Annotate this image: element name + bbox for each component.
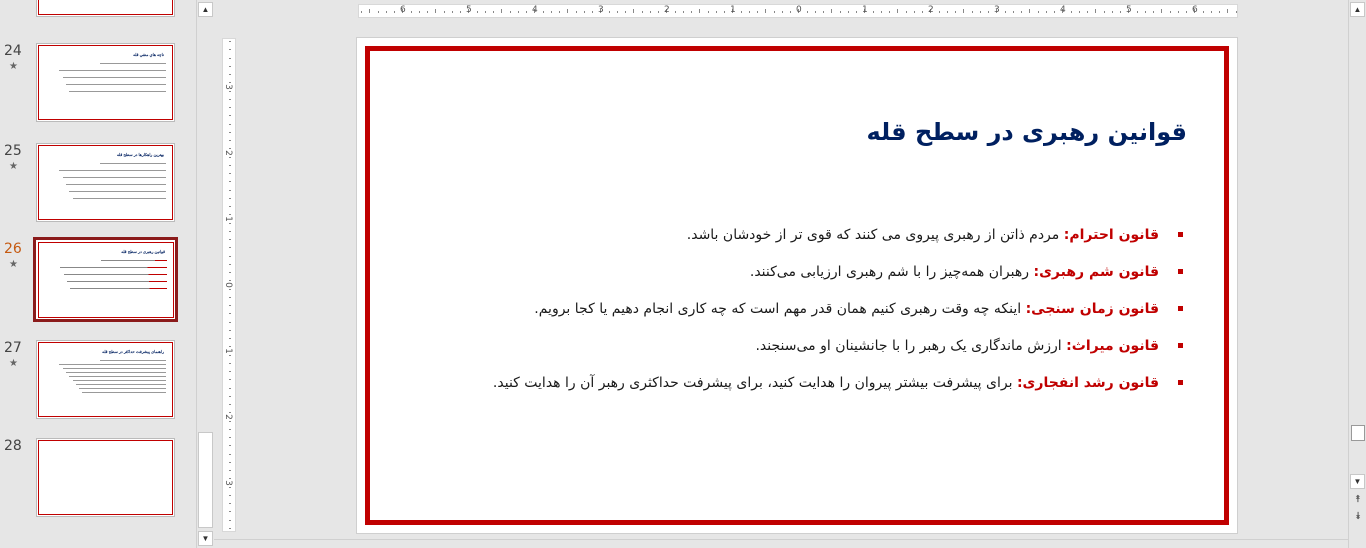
ruler-tick: [609, 11, 610, 13]
ruler-tick: [229, 454, 231, 455]
thumbnail-text-lines: [56, 63, 166, 98]
thumbnail-title: راهنمای پیشرفت حداکثر در سطح قله: [102, 349, 164, 354]
ruler-tick: [873, 11, 874, 13]
thumbnail-text-line: [76, 384, 166, 385]
ruler-tick: [229, 470, 231, 471]
ruler-tick: [229, 297, 231, 298]
previous-slide-icon[interactable]: ⯭: [1355, 494, 1361, 505]
ruler-tick: [1095, 9, 1096, 13]
thumbnail-text-line: [69, 376, 166, 377]
ruler-label: 3: [222, 84, 233, 90]
ruler-tick: [229, 157, 231, 158]
thumbnail-title: قوانین رهبری در سطح قله: [121, 249, 165, 254]
ruler-tick: [229, 256, 231, 257]
ruler-tick: [229, 305, 231, 306]
ruler-tick: [229, 355, 231, 356]
ruler-tick: [551, 11, 552, 13]
ruler-tick: [229, 412, 231, 413]
thumbnail-text-lines: [57, 260, 167, 295]
ruler-tick: [683, 11, 684, 13]
ruler-tick: [1112, 11, 1113, 13]
ruler-label: 1: [730, 5, 736, 15]
ruler-tick: [642, 11, 643, 13]
ruler-tick: [386, 11, 387, 13]
bullet-label: قانون میراث:: [1066, 338, 1159, 354]
ruler-tick: [229, 58, 231, 59]
ruler-tick: [518, 11, 519, 13]
ruler-tick: [394, 11, 395, 13]
ruler-tick: [229, 214, 231, 215]
bullet-label: قانون احترام:: [1063, 227, 1159, 243]
ruler-tick: [501, 9, 502, 13]
ruler-tick: [1186, 11, 1187, 13]
ruler-tick: [229, 181, 231, 182]
ruler-tick: [229, 322, 231, 323]
ruler-tick: [658, 11, 659, 13]
ruler-tick: [1137, 11, 1138, 13]
ruler-tick: [229, 437, 231, 438]
bullet-text: برای پیشرفت بیشتر پیروان را هدایت کنید، برای پیشرفت حداکثری رهبر آن را هدایت کنید.: [492, 375, 1017, 391]
ruler-tick: [229, 140, 231, 141]
ruler-tick: [510, 11, 511, 13]
ruler-tick: [708, 11, 709, 13]
ruler-tick: [229, 239, 231, 240]
square-bullet-icon: [1178, 343, 1183, 348]
ruler-tick: [741, 11, 742, 13]
scrollbar-thumb[interactable]: [198, 432, 213, 528]
horizontal-scroll-strip: [214, 539, 1348, 548]
bullet-label: قانون زمان سنجی:: [1025, 301, 1159, 317]
ruler-tick: [1071, 11, 1072, 13]
ruler-tick: [1005, 11, 1006, 13]
ruler-tick: [1104, 11, 1105, 13]
ruler-label: 1: [862, 5, 868, 15]
animation-star-icon: ★: [9, 358, 18, 369]
thumbnail-frame[interactable]: [36, 340, 175, 419]
thumbnail-text-line: [66, 372, 166, 373]
ruler-tick: [229, 528, 231, 529]
thumbnail-frame[interactable]: [36, 438, 175, 517]
thumbnail-text-line: [101, 260, 167, 261]
slide-canvas[interactable]: [356, 37, 1238, 534]
ruler-tick: [1038, 11, 1039, 13]
ruler-tick: [584, 11, 585, 13]
ruler-tick: [897, 9, 898, 13]
ruler-tick: [1170, 11, 1171, 13]
thumbnail-text-line: [59, 70, 166, 71]
ruler-tick: [1203, 11, 1204, 13]
ruler-tick: [947, 11, 948, 13]
ruler-tick: [229, 206, 231, 207]
ruler-tick: [823, 11, 824, 13]
ruler-tick: [229, 173, 231, 174]
ruler-tick: [1211, 11, 1212, 13]
ruler-tick: [435, 9, 436, 13]
square-bullet-icon: [1178, 380, 1183, 385]
ruler-label: 1: [222, 348, 233, 354]
slide-thumbnail-26[interactable]: [0, 241, 196, 331]
slide-edit-area[interactable]: [216, 0, 1346, 548]
ruler-tick: [229, 165, 231, 166]
thumbnail-text-line: [64, 274, 167, 275]
ruler-tick: [229, 445, 231, 446]
bullet-text: ارزش ماندگاری یک رهبر را با جانشینان او می‌سنجند.: [755, 338, 1067, 354]
ruler-tick: [881, 11, 882, 13]
ruler-label: 2: [222, 414, 233, 420]
thumbnail-text-line: [66, 184, 166, 185]
ruler-tick: [1145, 11, 1146, 13]
slide-thumbnail-28[interactable]: [0, 438, 196, 528]
ruler-tick: [229, 41, 231, 42]
ruler-tick: [567, 9, 568, 13]
ruler-tick: [229, 495, 231, 496]
ruler-tick: [856, 11, 857, 13]
ruler-tick: [460, 11, 461, 13]
bullet-item[interactable]: [365, 371, 1185, 408]
ruler-tick: [229, 91, 231, 92]
ruler-tick: [757, 11, 758, 13]
ruler-tick: [848, 11, 849, 13]
ruler-label: 3: [222, 480, 233, 486]
ruler-tick: [452, 11, 453, 13]
ruler-tick: [543, 11, 544, 13]
thumbnail-title: بهترین راهکارها در سطح قله: [116, 152, 164, 157]
ruler-tick: [906, 11, 907, 13]
bullet-text: مردم ذاتن از رهبری پیروی می کنند که قوی تر از خودشان باشد.: [686, 227, 1064, 243]
ruler-tick: [229, 330, 231, 331]
thumbnail-frame[interactable]: [36, 143, 175, 222]
ruler-tick: [229, 124, 231, 125]
animation-star-icon: ★: [9, 61, 18, 72]
ruler-tick: [229, 99, 231, 100]
thumbnail-text-line: [82, 392, 166, 393]
ruler-tick: [229, 82, 231, 83]
ruler-tick: [807, 11, 808, 13]
ruler-tick: [229, 115, 231, 116]
thumbnail-text-line: [73, 198, 167, 199]
thumbnail-text-lines: [56, 360, 166, 396]
ruler-tick: [485, 11, 486, 13]
ruler-tick: [229, 396, 231, 397]
ruler-tick: [1161, 9, 1162, 13]
ruler-tick: [559, 11, 560, 13]
slide-thumbnail-25[interactable]: [0, 143, 196, 233]
ruler-tick: [675, 11, 676, 13]
ruler-tick: [1046, 11, 1047, 13]
ruler-tick: [229, 371, 231, 372]
ruler-tick: [229, 421, 231, 422]
ruler-tick: [980, 11, 981, 13]
slide-title[interactable]: قوانین رهبری در سطح قله: [866, 118, 1187, 146]
thumbnail-frame[interactable]: [33, 237, 178, 322]
ruler-tick: [1079, 11, 1080, 13]
ruler-tick: [625, 11, 626, 13]
thumbnail-slide-preview: [38, 342, 173, 417]
ruler-tick: [1227, 9, 1228, 13]
slide-number: 24: [4, 43, 22, 59]
thumbnail-text-line: [63, 368, 166, 369]
bullet-item[interactable]: [365, 334, 1185, 371]
ruler-tick: [229, 272, 231, 273]
ruler-tick: [361, 11, 362, 13]
ruler-tick: [229, 289, 231, 290]
thumbnail-text-line: [100, 360, 166, 361]
ruler-tick: [427, 11, 428, 13]
thumbnail-text-line: [59, 170, 166, 171]
slide-thumbnail-23[interactable]: [0, 0, 196, 28]
ruler-tick: [229, 520, 231, 521]
ruler-tick: [840, 11, 841, 13]
thumbnail-slide-preview: [38, 45, 173, 120]
ruler-label: 4: [1060, 5, 1066, 15]
ruler-tick: [229, 404, 231, 405]
ruler-label: 6: [400, 5, 406, 15]
ruler-tick: [229, 107, 231, 108]
thumbnail-text-lines: [56, 163, 166, 205]
ruler-tick: [1029, 9, 1030, 13]
ruler-tick: [1236, 11, 1237, 13]
ruler-tick: [972, 11, 973, 13]
ruler-tick: [229, 280, 231, 281]
ruler-label: 4: [532, 5, 538, 15]
vertical-ruler[interactable]: [222, 38, 236, 532]
ruler-tick: [229, 132, 231, 133]
scroll-down-button[interactable]: ▼: [198, 531, 213, 546]
scrollbar-thumb[interactable]: [1351, 425, 1365, 441]
square-bullet-icon: [1178, 306, 1183, 311]
ruler-label: 2: [222, 150, 233, 156]
bullet-item[interactable]: [365, 297, 1185, 334]
ruler-label: 2: [928, 5, 934, 15]
ruler-tick: [889, 11, 890, 13]
thumbnail-slide-preview: [38, 0, 173, 15]
thumbnail-slide-preview: [38, 440, 173, 515]
square-bullet-icon: [1178, 232, 1183, 237]
slide-thumbnail-24[interactable]: [0, 43, 196, 133]
thumbnail-slide-preview: [38, 242, 174, 318]
slide-number: 27: [4, 340, 22, 356]
ruler-tick: [526, 11, 527, 13]
ruler-tick: [378, 11, 379, 13]
ruler-tick: [650, 11, 651, 13]
thumbnail-text-line: [100, 63, 166, 64]
ruler-tick: [229, 49, 231, 50]
ruler-tick: [229, 478, 231, 479]
ruler-tick: [229, 74, 231, 75]
ruler-tick: [229, 247, 231, 248]
scroll-up-button[interactable]: ▲: [1350, 2, 1365, 17]
ruler-tick: [955, 11, 956, 13]
square-bullet-icon: [1178, 269, 1183, 274]
ruler-tick: [229, 198, 231, 199]
ruler-label: 0: [796, 5, 802, 15]
bullet-item[interactable]: [365, 223, 1185, 260]
ruler-tick: [444, 11, 445, 13]
next-slide-icon[interactable]: ⯯: [1355, 511, 1361, 522]
ruler-label: 6: [1192, 5, 1198, 15]
ruler-tick: [1021, 11, 1022, 13]
ruler-tick: [1013, 11, 1014, 13]
thumbnail-text-line: [67, 281, 167, 282]
bullet-text: اینکه چه وقت رهبری کنیم همان قدر مهم است که چه کاری انجام دهیم یا کجا برویم.: [534, 301, 1026, 317]
ruler-tick: [229, 231, 231, 232]
ruler-tick: [229, 313, 231, 314]
ruler-tick: [790, 11, 791, 13]
thumbnail-frame[interactable]: [36, 43, 175, 122]
ruler-tick: [229, 148, 231, 149]
ruler-tick: [749, 11, 750, 13]
ruler-label: 2: [664, 5, 670, 15]
slide-number: 28: [4, 438, 22, 454]
ruler-tick: [724, 11, 725, 13]
ruler-tick: [229, 379, 231, 380]
thumbnail-text-line: [100, 163, 166, 164]
ruler-tick: [1087, 11, 1088, 13]
ruler-tick: [1219, 11, 1220, 13]
ruler-tick: [576, 11, 577, 13]
ruler-tick: [229, 338, 231, 339]
ruler-tick: [922, 11, 923, 13]
ruler-tick: [229, 462, 231, 463]
thumbnail-text-line: [66, 84, 166, 85]
ruler-tick: [691, 11, 692, 13]
animation-star-icon: ★: [9, 161, 18, 172]
thumbnail-text-line: [60, 267, 167, 268]
thumbnail-text-line: [69, 91, 166, 92]
ruler-label: 1: [222, 216, 233, 222]
ruler-tick: [1120, 11, 1121, 13]
bullet-list[interactable]: [365, 223, 1185, 408]
ruler-tick: [1153, 11, 1154, 13]
ruler-tick: [914, 11, 915, 13]
bullet-item[interactable]: [365, 260, 1185, 297]
thumbnail-slide-preview: [38, 145, 173, 220]
ruler-tick: [229, 190, 231, 191]
ruler-tick: [419, 11, 420, 13]
ruler-tick: [229, 363, 231, 364]
scroll-down-button[interactable]: ▼: [1350, 474, 1365, 489]
slide-thumbnail-pane[interactable]: [0, 0, 196, 548]
ruler-tick: [774, 11, 775, 13]
ruler-tick: [592, 11, 593, 13]
thumbnail-title: ناچه هاي منفي قله: [133, 52, 164, 57]
ruler-tick: [815, 11, 816, 13]
ruler-tick: [699, 9, 700, 13]
ruler-tick: [229, 346, 231, 347]
ruler-label: 5: [1126, 5, 1132, 15]
ruler-label: 0: [222, 282, 233, 288]
horizontal-ruler[interactable]: [358, 4, 1238, 18]
thumbnail-scrollbar[interactable]: [196, 0, 214, 548]
thumbnail-text-line: [59, 364, 166, 365]
ruler-tick: [988, 11, 989, 13]
main-scrollbar[interactable]: [1348, 0, 1366, 548]
ruler-label: 5: [466, 5, 472, 15]
slide-number: 25: [4, 143, 22, 159]
bullet-text: رهبران همه‌چیز را با شم رهبری ارزیابی می‌کنند.: [749, 264, 1034, 280]
ruler-tick: [229, 429, 231, 430]
ruler-tick: [229, 511, 231, 512]
ruler-tick: [229, 503, 231, 504]
ruler-label: 3: [598, 5, 604, 15]
ruler-tick: [229, 264, 231, 265]
ruler-tick: [1054, 11, 1055, 13]
ruler-tick: [411, 11, 412, 13]
ruler-tick: [617, 11, 618, 13]
thumbnail-text-line: [69, 191, 166, 192]
ruler-tick: [493, 11, 494, 13]
thumbnail-text-line: [73, 380, 167, 381]
ruler-tick: [765, 9, 766, 13]
bullet-label: قانون رشد انفجاری:: [1016, 375, 1159, 391]
ruler-label: 3: [994, 5, 1000, 15]
ruler-tick: [229, 487, 231, 488]
ruler-tick: [716, 11, 717, 13]
ruler-tick: [939, 11, 940, 13]
thumbnail-text-line: [70, 288, 167, 289]
animation-star-icon: ★: [9, 259, 18, 270]
ruler-tick: [229, 223, 231, 224]
ruler-tick: [831, 9, 832, 13]
ruler-tick: [229, 66, 231, 67]
scroll-up-button[interactable]: ▲: [198, 2, 213, 17]
ruler-tick: [782, 11, 783, 13]
slide-thumbnail-27[interactable]: [0, 340, 196, 430]
ruler-tick: [633, 9, 634, 13]
ruler-tick: [1178, 11, 1179, 13]
ruler-tick: [477, 11, 478, 13]
thumbnail-text-line: [63, 177, 166, 178]
slide-number: 26: [4, 241, 22, 257]
thumbnail-text-line: [63, 77, 166, 78]
thumbnail-text-line: [79, 388, 166, 389]
ruler-tick: [229, 388, 231, 389]
thumbnail-frame[interactable]: [36, 0, 175, 17]
ruler-tick: [963, 9, 964, 13]
ruler-tick: [369, 9, 370, 13]
bullet-label: قانون شم رهبری:: [1033, 264, 1159, 280]
